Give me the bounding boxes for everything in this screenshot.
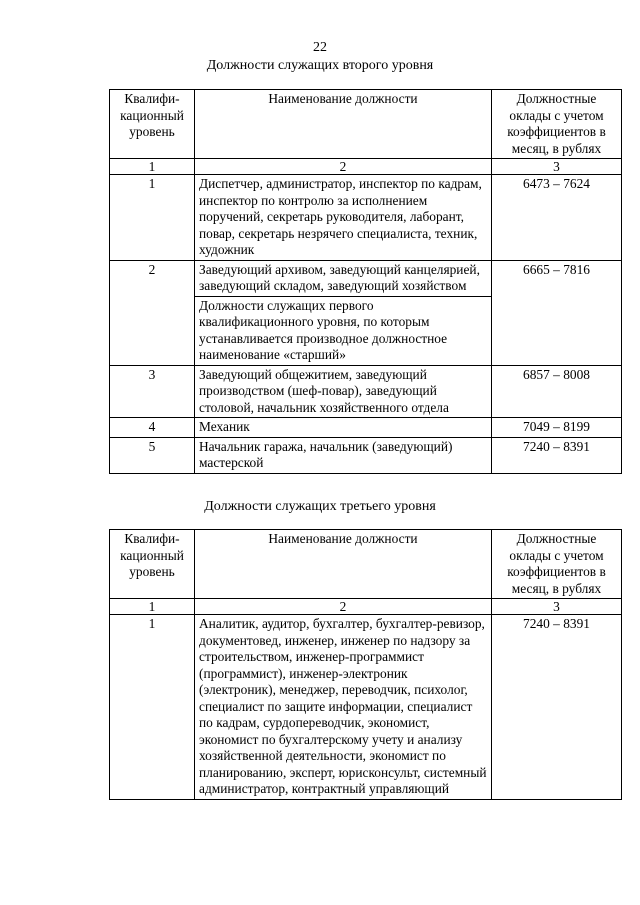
header-level: Квалифи- кационный уровень	[110, 530, 195, 599]
header-position: Наименование должности	[195, 90, 492, 159]
level-cell: 4	[110, 418, 195, 438]
level-cell: 1	[110, 175, 195, 261]
position-cell: Механик	[195, 418, 492, 438]
table-row	[110, 437, 622, 473]
page-number: 22	[313, 40, 327, 55]
column-numbers-row	[110, 159, 622, 175]
salary-cell: 6665 – 7816	[492, 260, 622, 365]
column-numbers-row	[110, 599, 622, 615]
position-cell: Заведующий общежитием, заведующий производством (шеф-повар), заведующий столовой, начальник хозяйственного отдела	[195, 365, 492, 418]
table-row	[110, 615, 622, 800]
table-row	[110, 418, 622, 438]
table-row	[110, 260, 622, 296]
section-title-second-level: Должности служащих второго уровня	[206, 58, 434, 73]
salary-cell: 7240 – 8391	[492, 437, 622, 473]
col-number: 2	[195, 599, 492, 615]
position-cell: Должности служащих первого квалификационного уровня, по которым устанавливается производное должностное наименование «старший»	[195, 296, 492, 365]
col-number: 1	[110, 159, 195, 175]
header-position: Наименование должности	[195, 530, 492, 599]
level-cell: 1	[110, 615, 195, 800]
salary-cell: 6473 – 7624	[492, 175, 622, 261]
level-cell: 5	[110, 437, 195, 473]
salary-table-third-level	[109, 529, 622, 800]
col-number: 3	[492, 159, 622, 175]
col-number: 2	[195, 159, 492, 175]
table-row	[110, 175, 622, 261]
salary-cell: 7240 – 8391	[492, 615, 622, 800]
salary-cell: 6857 – 8008	[492, 365, 622, 418]
section-title-third-level: Должности служащих третьего уровня	[204, 499, 436, 514]
position-cell: Начальник гаража, начальник (заведующий) мастерской	[195, 437, 492, 473]
table-row	[110, 365, 622, 418]
level-cell: 3	[110, 365, 195, 418]
header-salary: Должностные оклады с учетом коэффициентов в месяц, в рублях	[492, 90, 622, 159]
level-cell: 2	[110, 260, 195, 365]
table-header-row	[110, 90, 622, 159]
salary-table-second-level	[109, 89, 622, 474]
position-cell: Диспетчер, администратор, инспектор по кадрам, инспектор по контролю за исполнением поручений, секретарь руководителя, лаборант, повар, секретарь незрячего специалиста, техник, художник	[195, 175, 492, 261]
salary-cell: 7049 – 8199	[492, 418, 622, 438]
header-salary: Должностные оклады с учетом коэффициентов в месяц, в рублях	[492, 530, 622, 599]
position-cell: Заведующий архивом, заведующий канцелярией, заведующий складом, заведующий хозяйством	[195, 260, 492, 296]
table-header-row	[110, 530, 622, 599]
position-cell: Аналитик, аудитор, бухгалтер, бухгалтер-ревизор, документовед, инженер, инженер по надзору за строительством, инженер-программист (программист), инженер-электроник (электроник), менеджер, переводчик, психолог, специалист по защите информации, специалист по кадрам, сурдопереводчик, экономист, экономист по бухгалтерскому учету и анализу хозяйственной деятельности, экономист по планированию, эксперт, юрисконсульт, системный администратор, контрактный управляющий	[195, 615, 492, 800]
col-number: 3	[492, 599, 622, 615]
col-number: 1	[110, 599, 195, 615]
header-level: Квалифи- кационный уровень	[110, 90, 195, 159]
